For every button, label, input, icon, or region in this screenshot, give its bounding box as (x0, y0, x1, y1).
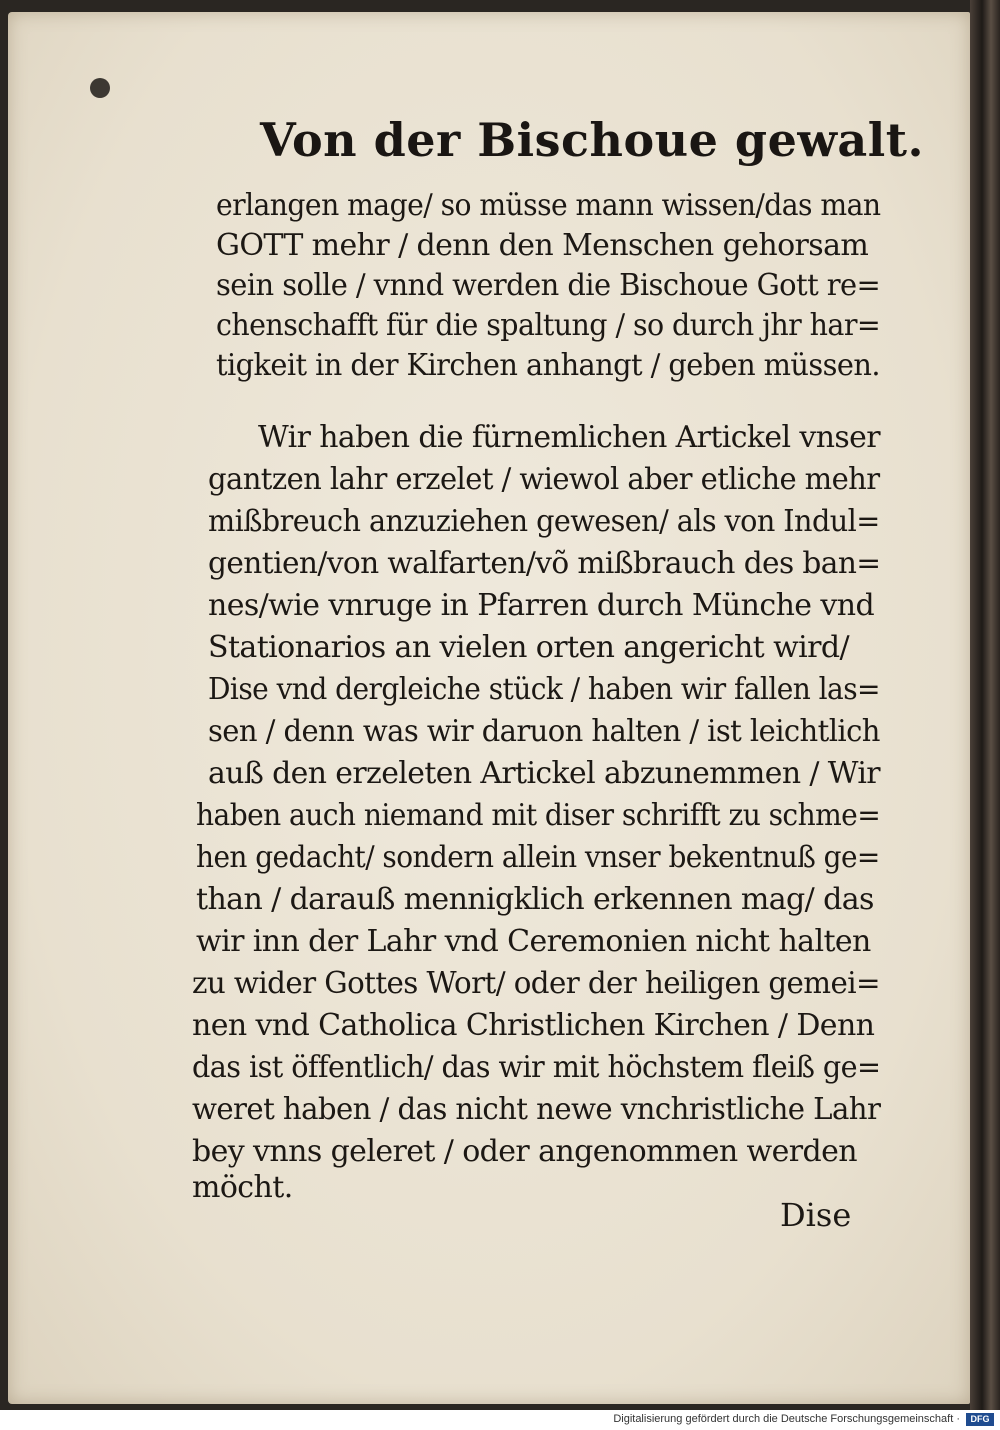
text-line: tigkeit in der Kirchen anhangt / geben müssen. (216, 348, 880, 383)
funding-credit: Digitalisierung gefördert durch die Deutsche Forschungsgemeinschaft · (613, 1413, 960, 1425)
text-line: sein solle / vnnd werden die Bischoue Gott re= (216, 268, 881, 303)
text-line: sen / denn was wir daruon halten / ist leichtlich (208, 714, 880, 749)
text-line: Wir haben die fürnemlichen Artickel vnser (258, 420, 880, 455)
book-spine-edge (970, 0, 1000, 1410)
catchword: Dise (780, 1196, 852, 1234)
text-line: auß den erzeleten Artickel abzunemmen / Wir (208, 756, 880, 791)
text-line: haben auch niemand mit diser schrifft zu schme= (196, 798, 881, 833)
text-line: gentien/von walfarten/võ mißbrauch des ban= (208, 546, 881, 581)
text-line: chenschafft für die spaltung / so durch jhr har= (216, 308, 881, 343)
ink-blot-mark (90, 78, 110, 98)
text-line: GOTT mehr / denn den Menschen gehorsam (216, 228, 869, 263)
text-line: nes/wie vnruge in Pfarren durch Münche vnd (208, 588, 875, 623)
dfg-logo: DFG (966, 1413, 994, 1426)
text-line: erlangen mage/ so müsse mann wissen/das man (216, 188, 881, 223)
text-line: bey vnns geleret / oder angenommen werden (192, 1134, 858, 1169)
text-line: hen gedacht/ sondern allein vnser bekentnuß ge= (196, 840, 880, 875)
text-line: weret haben / das nicht newe vnchristliche Lahr (192, 1092, 881, 1127)
text-line: gantzen lahr erzelet / wiewol aber etliche mehr (208, 462, 880, 497)
text-line: möcht. (192, 1170, 293, 1205)
text-line: mißbreuch anzuziehen gewesen/ als von Indul= (208, 504, 880, 539)
text-line: wir inn der Lahr vnd Ceremonien nicht halten (196, 924, 871, 959)
text-line: Stationarios an vielen orten angericht wird/ (208, 630, 849, 665)
footer-bar (0, 1410, 1000, 1430)
text-line: than / darauß mennigklich erkennen mag/ das (196, 882, 874, 917)
text-line: nen vnd Catholica Christlichen Kirchen / Denn (192, 1008, 875, 1043)
text-line: das ist öffentlich/ das wir mit höchstem fleiß ge= (192, 1050, 881, 1085)
page-heading: Von der Bischoue gewalt. (260, 113, 924, 167)
text-line: zu wider Gottes Wort/ oder der heiligen gemei= (192, 966, 881, 1001)
text-line: Dise vnd dergleiche stück / haben wir fallen las= (208, 672, 881, 707)
